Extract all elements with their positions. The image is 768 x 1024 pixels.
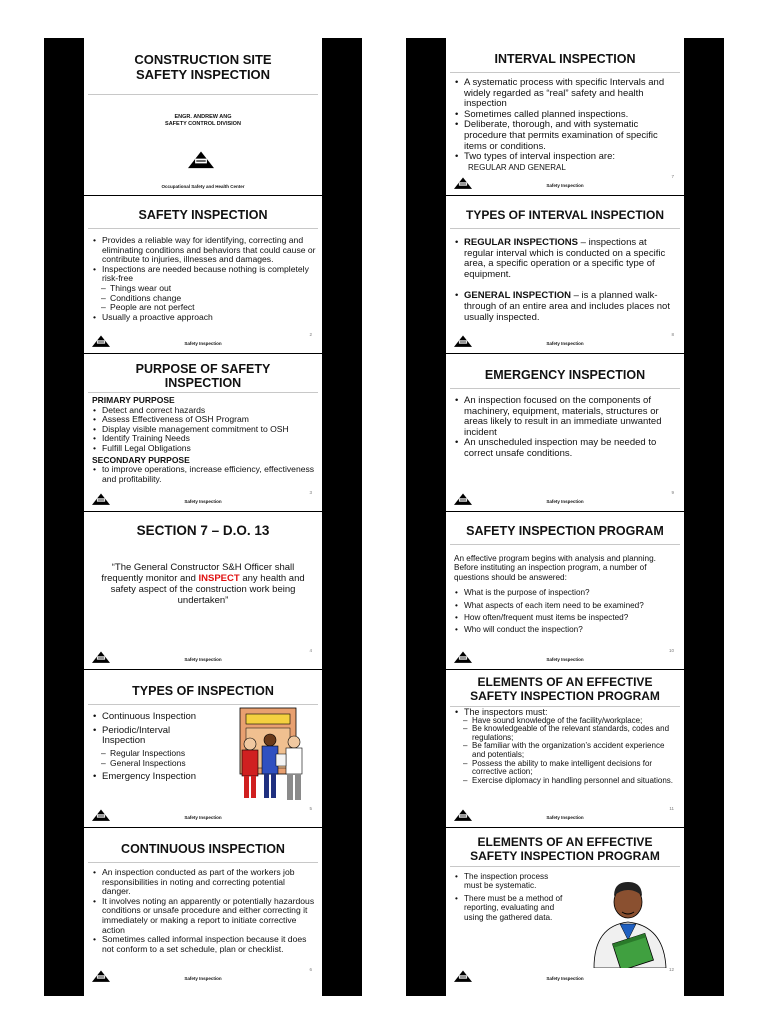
list-item: • Sometimes called planned inspections. [454,110,678,121]
slide-footer [84,647,322,665]
page-number: 3 [309,490,312,495]
list-item: • The inspection process must be systematic. [454,872,564,891]
center-right-strip [406,38,446,996]
list-item: • A systematic process with specific Intervals and widely regarded as “real” safety and health inspection [454,78,678,110]
slide-footer [84,331,322,349]
page-number: 8 [671,332,674,337]
page-number: 7 [671,174,674,179]
divider [450,866,680,867]
definition: – is a planned walk-through of an entire area and includes places not usually inspected. [464,290,670,323]
slide-types-of-interval-inspection [446,196,684,354]
list-item [454,238,678,280]
slide-footer [446,966,684,984]
slide-heading: TYPES OF INSPECTION [132,684,274,698]
list-item: • How often/frequent must items be inspected? [454,613,678,622]
bullet-list [92,465,316,484]
slide-heading: SAFETY INSPECTION PROGRAM [466,524,664,538]
list-item: – Things wear out [92,284,316,294]
footer-text: Safety Inspection [546,657,584,662]
page-number: 5 [309,806,312,811]
list-item: • Usually a proactive approach [92,313,316,323]
slide-emergency-inspection [446,354,684,512]
slide-footer [446,331,684,349]
quote-text [98,562,308,606]
list-item: – People are not perfect [92,303,316,313]
slide-heading: SAFETY INSPECTION PROGRAM [470,848,660,863]
footer-text: Safety Inspection [184,499,222,504]
list-item: • An inspection focused on the components of machinery, equipment, materials, structures or areas likely to result in an immediate unwanted incident [454,396,678,438]
slide-footer [84,805,322,823]
bullet-list [92,406,316,454]
section-heading: SECONDARY PURPOSE [92,454,190,465]
divider [88,862,318,863]
list-item: • Display visible management commitment to OSH [92,425,316,435]
bullet-list [92,236,316,322]
slide-footer [446,489,684,507]
slide-title [84,38,322,196]
term: REGULAR INSPECTIONS [464,237,579,248]
list-item: • to improve operations, increase efficiency, effectiveness and profitability. [92,465,316,484]
slide-footer [446,647,684,665]
right-margin-strip [684,38,724,996]
slide-heading: EMERGENCY INSPECTION [484,368,646,382]
slide-safety-inspection-program [446,512,684,670]
list-item: • What aspects of each item need to be examined? [454,601,678,610]
divider [450,388,680,389]
list-item: • Assess Effectiveness of OSH Program [92,415,316,425]
list-item: • An inspection conducted as part of the workers job responsibilities in noting and correcting potential danger. [92,868,316,897]
slide-purpose [84,354,322,512]
list-item: • Provides a reliable way for identifying, correcting and eliminating conditions and behaviors that could cause or contribute to injuries, illnesses and damages. [92,236,316,265]
footer-text: Safety Inspection [184,815,222,820]
list-item: – Exercise diplomacy in handling personnel and situations. [454,777,678,786]
slide-heading: PURPOSE OF SAFETY [135,362,271,376]
list-item: – Have sound knowledge of the facility/workplace; [454,717,678,726]
footer-text: Safety Inspection [546,341,584,346]
page-number: 6 [309,967,312,972]
divider [450,72,680,73]
left-slide-column [84,38,322,988]
page-number: 11 [669,806,674,811]
list-item: • Detect and correct hazards [92,406,316,416]
bullet-list [92,712,212,783]
page-number: 10 [668,648,674,653]
slide-heading: INSPECTION [164,376,242,390]
slide-section-7 [84,512,322,670]
list-item: – Regular Inspections [92,748,212,759]
list-item: • Inspections are needed because nothing is completely risk-free [92,265,316,284]
quote-highlight: INSPECT [198,573,240,584]
list-item: • Deliberate, thorough, and with systematic procedure that permits examination of specific items or conditions. [454,120,678,152]
page-number: 12 [668,967,674,972]
list-item: – Be knowledgeable of the relevant standards, codes and regulations; [454,725,678,742]
intro-text: An effective program begins with analysis and planning. Before instituting an inspection program, a number of questions should be answered: [454,554,656,582]
divider [88,94,318,95]
footer-text: Safety Inspection [546,976,584,981]
footer-text: Safety Inspection [546,183,584,188]
left-margin-strip [44,38,84,996]
note-text: REGULAR AND GENERAL [468,162,566,172]
list-item: – Conditions change [92,294,316,304]
slide-heading: SAFETY INSPECTION [138,208,268,222]
list-item: • Who will conduct the inspection? [454,625,678,634]
list-item: • There must be a method of reporting, evaluating and using the gathered data. [454,894,564,922]
slide-elements-2 [446,828,684,988]
list-item: – Be familiar with the organization’s accident experience and potentials; [454,742,678,759]
slide-heading: ELEMENTS OF AN EFFECTIVE [477,835,653,849]
slide-heading: ELEMENTS OF AN EFFECTIVE [477,675,653,689]
bullet-list [454,872,564,922]
footer-text: Safety Inspection [184,657,222,662]
list-item: • It involves noting an apparently or potentially hazardous conditions or unsafe procedure and either correcting it immediately or making a report to initiate corrective action [92,897,316,935]
bullet-list [454,238,678,323]
page-number: 4 [309,648,312,653]
list-item: • Fulfill Legal Obligations [92,444,316,454]
list-item: • Sometimes called informal inspection because it does not conform to a set schedule, plan or checklist. [92,935,316,954]
definition: – inspections at regular interval which is conducted on a specific area, a specific operation or a specific type of equipment. [464,237,666,280]
list-item: • The inspectors must: [454,708,678,717]
slide-footer [84,489,322,507]
list-item: • Two types of interval inspection are: [454,152,678,163]
slide-footer [446,173,684,191]
list-item: • An unscheduled inspection may be needed to correct unsafe conditions. [454,438,678,459]
term: GENERAL INSPECTION [464,290,571,302]
bullet-list [454,396,678,460]
slide-heading: CONTINUOUS INSPECTION [121,842,285,856]
slide-heading: SAFETY INSPECTION PROGRAM [470,688,660,703]
list-item: – General Inspections [92,758,212,769]
slide-title-line: CONSTRUCTION SITE [134,52,272,67]
man-with-binder-clipart [580,868,676,968]
footer-text: Safety Inspection [546,499,584,504]
slide-heading: INTERVAL INSPECTION [494,52,636,66]
quote-part: “The General Constructor S&H Officer shall frequently monitor and [101,562,295,584]
page-number: 9 [671,490,674,495]
slide-elements-1 [446,670,684,828]
slide-footer [84,966,322,984]
list-item: • Periodic/Interval Inspection [92,726,212,747]
slide-safety-inspection [84,196,322,354]
list-item: • What is the purpose of inspection? [454,588,678,597]
bullet-list [92,868,316,954]
inspectors-clipart [232,704,316,808]
list-item: • Emergency Inspection [92,772,212,783]
bullet-list [454,588,678,635]
slide-title-line: SAFETY INSPECTION [135,67,271,82]
list-item: • Identify Training Needs [92,434,316,444]
slide-interval-inspection [446,38,684,196]
center-left-strip [322,38,362,996]
list-item: – Possess the ability to make intelligent decisions for corrective action; [454,760,678,777]
slide-types-of-inspection [84,670,322,828]
division-name: SAFETY CONTROL DIVISION [165,121,241,127]
bullet-list [454,708,678,785]
slide-heading: TYPES OF INTERVAL INSPECTION [465,208,665,222]
footer-text: Safety Inspection [546,815,584,820]
slide-heading: SECTION 7 – D.O. 13 [136,523,270,538]
organization-name: Occupational Safety and Health Center [161,184,245,189]
footer-text: Safety Inspection [184,976,222,981]
footer-text: Safety Inspection [184,341,222,346]
divider [450,544,680,545]
section-heading: PRIMARY PURPOSE [92,395,175,405]
slide-footer [446,805,684,823]
slide-continuous-inspection [84,828,322,988]
bullet-list [454,78,678,163]
page-number: 2 [309,332,312,337]
right-slide-column [446,38,684,988]
list-item [454,291,678,323]
oshc-logo-icon [188,150,214,172]
divider [88,392,318,393]
divider [450,228,680,229]
list-item: • Continuous Inspection [92,712,212,723]
divider [88,228,318,229]
quote-part: any health and safety aspect of the construction work being undertaken” [110,573,305,606]
author-name: ENGR. ANDREW ANG [174,114,232,120]
